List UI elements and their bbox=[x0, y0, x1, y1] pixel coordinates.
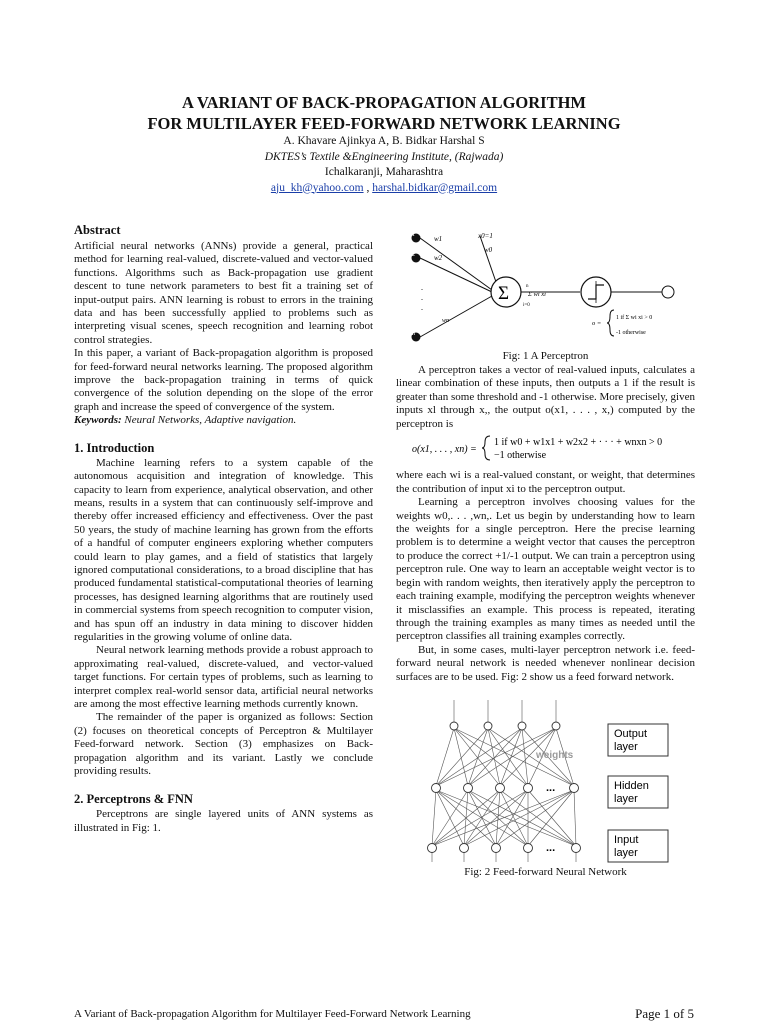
equation-brace bbox=[482, 436, 490, 460]
weights-label: weights bbox=[536, 749, 574, 761]
hidden-layer-label-1: Hidden bbox=[614, 779, 649, 792]
footer-title: A Variant of Back-propagation Algorithm for Multilayer Feed-Forward Network Learning bbox=[74, 1008, 471, 1020]
dots-3: . bbox=[421, 303, 423, 312]
intro-paragraph-1: Machine learning refers to a system capable of the autonomous acquisition and integration of knowledge. This capacity to learn from experience, analytical observation, and other means, results in a system that can continuously self-improve and thereby offer increased efficiency and effectiveness. Over the past 50 years, the study of machine learning has grown from the efforts of a handful of computer engineers exploring whether computers could learn to play games, and a field of statistics that largely ignored computational considerations, to a broad discipline that has produced fundamental statistical-computational theories of learning processes, has designed learning algorithms that are routinely used in commercial systems from speech recognition to computer vision, and has spun off an industry in data mining to discover hidden regularities in the growing volume of online data. bbox=[74, 456, 373, 643]
perceptron-paragraph-4: But, in some cases, multi-layer perceptron network i.e. feed-forward neural network is needed whenever nonlinear decision surfaces are to be used. Fig: 2 show us a feed forward network. bbox=[396, 643, 695, 683]
abstract-paragraph-1: Artificial neural networks (ANNs) provide a general, practical method for learning real-valued, discrete-valued and vector-valued functions. Algorithms such as Back-propagation use gradient descent to tune network parameters to best fit a training set of input-output pairs. ANN learning is robust to errors in the training data and has been successfully applied to problems such as interpreting visual scenes, speech recognition and learning robot control strategies. bbox=[74, 240, 373, 346]
fig2-caption: Fig: 2 Feed-forward Neural Network bbox=[464, 865, 627, 878]
input-layer-label-1: Input bbox=[614, 833, 639, 846]
input-neuron bbox=[524, 843, 533, 852]
output-neuron bbox=[484, 722, 492, 730]
hidden-neuron bbox=[524, 783, 533, 792]
paper-title-line-2: FOR MULTILAYER FEED-FORWARD NETWORK LEARNING bbox=[147, 114, 621, 133]
output-layer-label-1: Output bbox=[614, 727, 648, 740]
keywords-text: Neural Networks, Adaptive navigation. bbox=[121, 414, 297, 427]
edge-w0 bbox=[480, 236, 496, 282]
output-layer-label-2: layer bbox=[614, 740, 638, 753]
sum-expression: Σ wi xi bbox=[528, 291, 546, 298]
bias-label: x0=1 bbox=[478, 232, 493, 240]
hidden-neuron bbox=[464, 783, 473, 792]
sum-symbol: Σ bbox=[498, 283, 510, 304]
hidden-neuron bbox=[570, 783, 579, 792]
input-neuron bbox=[460, 843, 469, 852]
emails bbox=[0, 181, 768, 197]
institute: DKTES’s Textile &Engineering Institute, (Rajwada) bbox=[264, 150, 504, 163]
email-link-1[interactable]: aju_kh@yahoo.com bbox=[270, 181, 364, 194]
input-neuron bbox=[492, 843, 501, 852]
right-column bbox=[396, 230, 695, 880]
network-nodes bbox=[428, 722, 581, 853]
weight-label-2: w2 bbox=[434, 254, 443, 262]
equation-case-2: −1 otherwise bbox=[494, 450, 547, 462]
perceptron-paragraph-2: where each wi is a real-valued constant, or weight, that determines the contribution of input xi to the perceptron output. bbox=[396, 469, 695, 495]
bias-weight-label: w0 bbox=[484, 246, 493, 254]
input-label-n: xn bbox=[409, 331, 415, 337]
perceptron-equation bbox=[396, 434, 695, 462]
weight-label-1: w1 bbox=[434, 235, 443, 243]
perceptrons-paragraph-1: Perceptrons are single layered units of ANN systems as illustrated in Fig: 1. bbox=[74, 808, 373, 834]
page-number: Page 1 of 5 bbox=[635, 1006, 694, 1021]
hidden-ellipsis: ... bbox=[546, 781, 556, 794]
edge-wn bbox=[420, 296, 492, 337]
input-label-2: x2 bbox=[409, 252, 415, 258]
output-node bbox=[662, 286, 674, 298]
input-neuron bbox=[572, 843, 581, 852]
input-label-1: x1 bbox=[409, 232, 415, 238]
paper-title-line-1: A VARIANT OF BACK-PROPAGATION ALGORITHM bbox=[182, 93, 586, 112]
output-neuron bbox=[518, 722, 526, 730]
perceptrons-heading: 2. Perceptrons & FNN bbox=[74, 792, 193, 807]
email-separator: , bbox=[363, 181, 373, 194]
input-neuron bbox=[428, 843, 437, 852]
paper-header bbox=[0, 92, 768, 196]
abstract-heading: Abstract bbox=[74, 223, 121, 237]
output-brace bbox=[607, 310, 614, 336]
intro-paragraph-3: The remainder of the paper is organized as follows: Section (2) focuses on theoretical concepts of Perceptron & Multilayer Feed-forward network. Section (3) emphasizes on Back-propagation algorithm and its variant. Lastly we conclude providing results. bbox=[74, 711, 373, 778]
dots-2: . bbox=[421, 293, 423, 302]
intro-heading: 1. Introduction bbox=[74, 440, 155, 455]
dots-1: . bbox=[421, 283, 423, 292]
output-equation-lhs: o = bbox=[592, 320, 602, 327]
abstract-paragraph-2: In this paper, a variant of Back-propagation algorithm is proposed for feed-forward neural networks learning. The proposed algorithm improve the back-propagation training in terms of quick convergence of the solution depending on the slope of the error graph and increase the speed of convergence of the system. bbox=[74, 347, 373, 413]
edge-w2 bbox=[420, 258, 492, 292]
weight-label-n: wn bbox=[442, 318, 450, 324]
fig1-caption: Fig: 1 A Perceptron bbox=[502, 350, 589, 362]
equation-case-1: 1 if w0 + w1x1 + w2x2 + · · · + wnxn > 0 bbox=[494, 437, 663, 449]
sum-bottom: i=0 bbox=[523, 303, 530, 308]
keywords-label: Keywords: bbox=[74, 414, 122, 427]
hidden-neuron bbox=[496, 783, 505, 792]
output-neuron bbox=[450, 722, 458, 730]
hidden-layer-label-2: layer bbox=[614, 792, 638, 805]
edge-w1 bbox=[420, 238, 492, 290]
input-ellipsis: ... bbox=[546, 841, 556, 854]
perceptron-paragraph-3: Learning a perceptron involves choosing values for the weights w0,. . . ,wn,. Let us begin by understanding how to learn the weights for a single perceptron. Here the precise learning problem is to determine a weight vector that causes the perceptron to produce the correct +1/-1 output. We can train a perceptron using perceptron rule. One way to learn an acceptable weight vector is to begin with random weights, then iteratively apply the perceptron to each training example, modifying the perceptron weights whenever it misclassifies an example. This process is repeated, iterating through the training examples as many times as needed until the perceptron classifies all training examples correctly. bbox=[396, 496, 695, 643]
output-neuron bbox=[552, 722, 560, 730]
output-case-2: -1 otherwise bbox=[616, 330, 646, 336]
left-column bbox=[74, 222, 373, 835]
city: Ichalkaranji, Maharashtra bbox=[324, 166, 444, 178]
sum-top: n bbox=[526, 284, 529, 289]
perceptron-paragraph-1: A perceptron takes a vector of real-valued inputs, calculates a linear combination of these inputs, then outputs a 1 if the result is greater than some threshold and -1 otherwise. More precisely, given inputs xl through x,, the output o(x1, . . . , x,) computed by the perceptron is bbox=[396, 364, 695, 430]
equation-lhs: o(x1, . . . , xn) = bbox=[412, 444, 477, 456]
authors: A. Khavare Ajinkya A, B. Bidkar Harshal S bbox=[283, 135, 485, 147]
input-layer-label-2: layer bbox=[614, 846, 638, 859]
output-case-1: 1 if Σ wi xi > 0 bbox=[616, 315, 653, 321]
intro-paragraph-2: Neural network learning methods provide a robust approach to approximating real-valued, discrete-valued, and vector-valued target functions. For certain types of problems, such as learning to interpret complex real-world sensor data, artificial neural networks are among the most effective learning methods currently known. bbox=[74, 644, 373, 710]
keywords bbox=[74, 414, 373, 427]
email-link-2[interactable]: harshal.bidkar@gmail.com bbox=[372, 181, 498, 194]
perceptron-figure bbox=[396, 230, 695, 348]
hidden-neuron bbox=[432, 783, 441, 792]
feedforward-figure bbox=[416, 694, 678, 864]
